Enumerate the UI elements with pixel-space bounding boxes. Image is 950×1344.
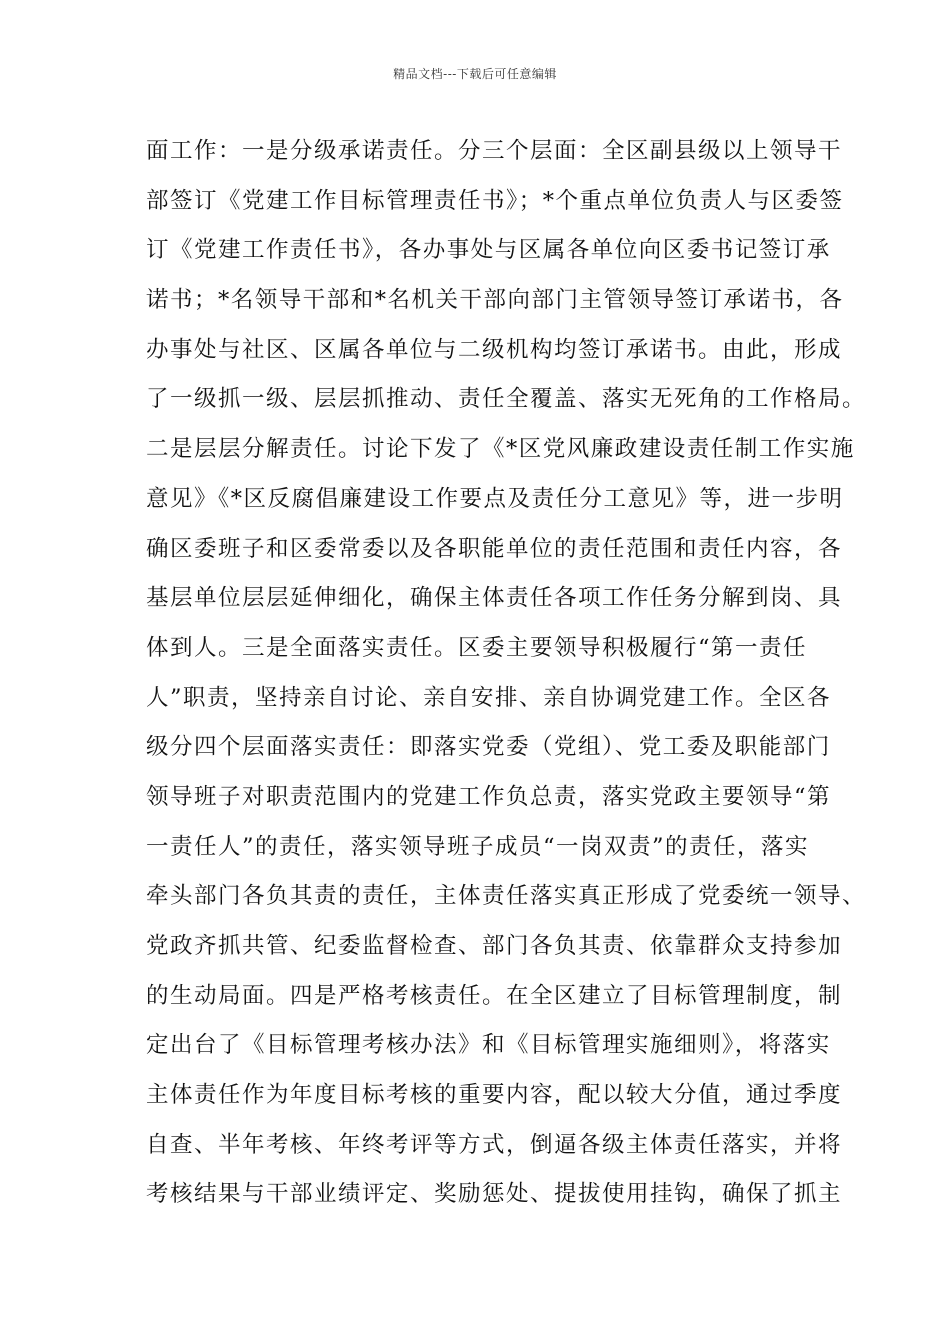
text-line: 牵头部门各负其责的责任，主体责任落实真正形成了党委统一领导、 bbox=[146, 883, 867, 910]
text-line: 诺书；*名领导干部和*名机关干部向部门主管领导签订承诺书，各 bbox=[146, 287, 844, 314]
text-line: 二是层层分解责任。讨论下发了《*区党风廉政建设责任制工作实施 bbox=[146, 436, 855, 463]
text-line: 确区委班子和区委常委以及各职能单位的责任范围和责任内容，各 bbox=[146, 535, 843, 562]
text-line: 一责任人”的责任，落实领导班子成员“一岗双责”的责任，落实 bbox=[146, 833, 810, 860]
text-line: 基层单位层层延伸细化，确保主体责任各项工作任务分解到岗、具 bbox=[146, 585, 843, 612]
text-line: 面工作：一是分级承诺责任。分三个层面：全区副县级以上领导干 bbox=[146, 138, 843, 164]
text-line: 定出台了《目标管理考核办法》和《目标管理实施细则》，将落实 bbox=[146, 1032, 831, 1059]
text-line: 体到人。三是全面落实责任。区委主要领导积极履行“第一责任 bbox=[146, 634, 808, 661]
text-line: 自查、半年考核、年终考评等方式，倒逼各级主体责任落实，并将 bbox=[146, 1131, 843, 1158]
text-line: 了一级抓一级、层层抓推动、责任全覆盖、落实无死角的工作格局。 bbox=[146, 386, 867, 413]
text-line: 办事处与社区、区属各单位与二级机构均签订承诺书。由此，形成 bbox=[146, 336, 843, 363]
text-line: 意见》《*区反腐倡廉建设工作要点及责任分工意见》等，进一步明 bbox=[146, 485, 844, 512]
text-line: 领导班子对职责范围内的党建工作负总责，落实党政主要领导“第 bbox=[146, 783, 832, 810]
text-line: 的生动局面。四是严格考核责任。在全区建立了目标管理制度，制 bbox=[146, 982, 843, 1009]
text-line: 订《党建工作责任书》，各办事处与区属各单位向区委书记签订承 bbox=[146, 237, 831, 264]
text-line: 主体责任作为年度目标考核的重要内容，配以较大分值，通过季度 bbox=[146, 1082, 843, 1109]
text-line: 人”职责，坚持亲自讨论、亲自安排、亲自协调党建工作。全区各 bbox=[146, 684, 832, 711]
page-header: 精品文档---下载后可任意编辑 bbox=[393, 67, 557, 81]
text-line: 级分四个层面落实责任：即落实党委（党组）、党工委及职能部门 bbox=[146, 734, 831, 761]
text-line: 部签订《党建工作目标管理责任书》；*个重点单位负责人与区委签 bbox=[146, 187, 844, 214]
document-body bbox=[146, 131, 867, 1224]
text-line: 考核结果与干部业绩评定、奖励惩处、提拔使用挂钩，确保了抓主 bbox=[146, 1181, 843, 1208]
text-line: 党政齐抓共管、纪委监督检查、部门各负其责、依靠群众支持参加 bbox=[146, 933, 843, 959]
